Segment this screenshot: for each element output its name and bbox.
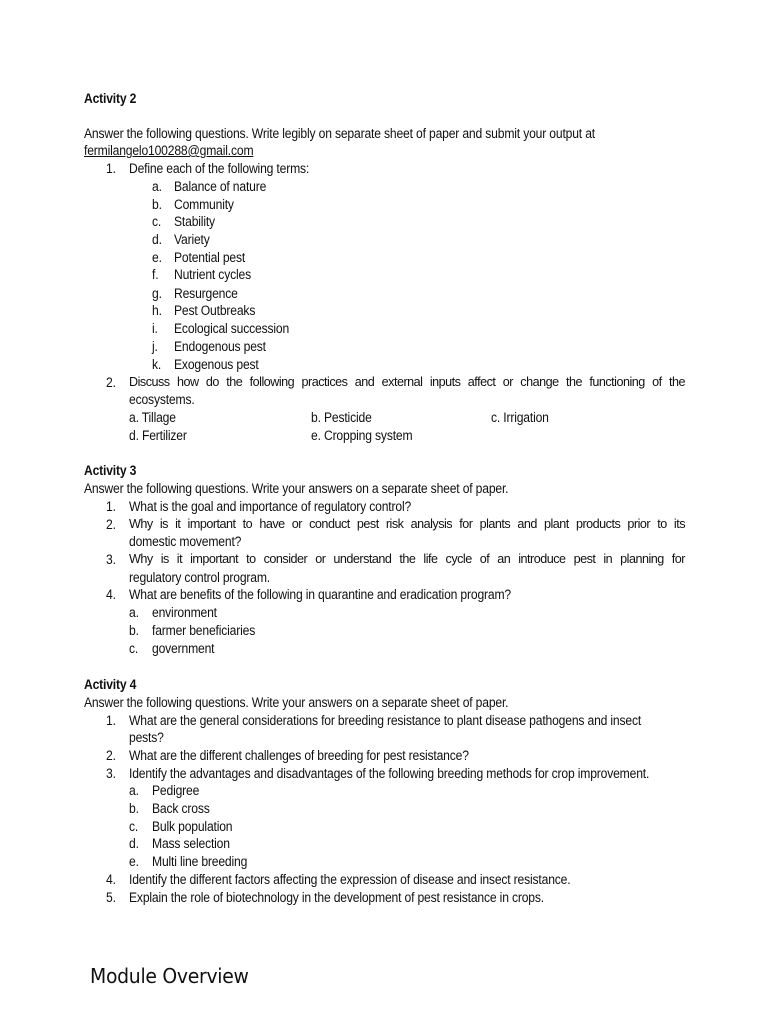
question-text-cont: ecosystems. xyxy=(129,392,195,407)
list-marker: c. xyxy=(152,214,162,229)
list-marker: b. xyxy=(152,197,162,212)
activity-4-intro: Answer the following questions. Write your answers on a separate sheet of paper. xyxy=(84,695,509,710)
option-a: a. Tillage xyxy=(129,410,176,425)
list-item: Ecological succession xyxy=(174,321,290,336)
list-item: Multi line breeding xyxy=(152,854,248,869)
q-number: 2. xyxy=(106,517,116,532)
q-number: 1. xyxy=(106,161,116,176)
question-text: What is the goal and importance of regulatory control? xyxy=(129,499,412,514)
list-item: Bulk population xyxy=(152,819,233,834)
question-text: Explain the role of biotechnology in the development of pest resistance in crops. xyxy=(129,890,544,905)
question-text-cont: domestic movement? xyxy=(129,534,242,549)
q-number: 5. xyxy=(106,890,116,905)
q-number: 2. xyxy=(106,748,116,763)
q-number: 3. xyxy=(106,766,116,781)
list-marker: f. xyxy=(152,267,159,282)
question-text: What are the general considerations for breeding resistance to plant disease pathogens and insect xyxy=(129,713,642,728)
option-b: b. Pesticide xyxy=(311,410,372,425)
list-marker: b. xyxy=(129,801,139,816)
list-item: farmer beneficiaries xyxy=(152,623,256,638)
list-marker: a. xyxy=(152,179,162,194)
list-marker: d. xyxy=(129,836,139,851)
question-text: Why is it important to consider or understand the life cycle of an introduce pest in planning for xyxy=(129,552,685,566)
question-text: Discuss how do the following practices and external inputs affect or change the functioning of the xyxy=(129,375,685,389)
module-overview-heading: Module Overview xyxy=(90,964,249,988)
list-item: Nutrient cycles xyxy=(174,267,251,282)
list-marker: c. xyxy=(129,641,139,656)
q-number: 1. xyxy=(106,713,116,728)
list-item: Back cross xyxy=(152,801,210,816)
q-number: 1. xyxy=(106,499,116,514)
list-item: Potential pest xyxy=(174,250,246,265)
list-item: Pedigree xyxy=(152,783,200,798)
activity-3-intro: Answer the following questions. Write your answers on a separate sheet of paper. xyxy=(84,481,509,496)
list-item: Variety xyxy=(174,232,210,247)
list-item: government xyxy=(152,641,215,656)
q-number: 3. xyxy=(106,552,116,567)
list-marker: e. xyxy=(129,854,139,869)
option-e: e. Cropping system xyxy=(311,428,413,443)
list-item: Endogenous pest xyxy=(174,339,266,354)
list-marker: a. xyxy=(129,783,139,798)
list-item: Exogenous pest xyxy=(174,357,259,372)
activity-4-heading: Activity 4 xyxy=(84,677,137,692)
list-marker: b. xyxy=(129,623,139,638)
question-text: Identify the advantages and disadvantages of the following breeding methods for crop improvement. xyxy=(129,766,650,781)
list-marker: e. xyxy=(152,250,162,265)
list-marker: a. xyxy=(129,605,139,620)
q-number: 2. xyxy=(106,375,116,390)
activity-2-intro: Answer the following questions. Write legibly on separate sheet of paper and submit your output at xyxy=(84,126,595,141)
list-marker: k. xyxy=(152,357,162,372)
list-marker: h. xyxy=(152,303,162,318)
list-marker: g. xyxy=(152,286,162,301)
list-item: Balance of nature xyxy=(174,179,267,194)
list-marker: c. xyxy=(129,819,139,834)
question-text-cont: pests? xyxy=(129,730,164,745)
activity-3-heading: Activity 3 xyxy=(84,463,137,478)
question-text: What are the different challenges of breeding for pest resistance? xyxy=(129,748,469,763)
email-link[interactable]: fermilangelo100288@gmail.com xyxy=(84,143,254,158)
list-marker: d. xyxy=(152,232,162,247)
option-c: c. Irrigation xyxy=(491,410,549,425)
list-item: Stability xyxy=(174,214,215,229)
list-item: Mass selection xyxy=(152,836,230,851)
activity-2-heading: Activity 2 xyxy=(84,91,137,106)
question-text: Identify the different factors affecting the expression of disease and insect resistance. xyxy=(129,872,571,887)
list-item: Resurgence xyxy=(174,286,238,301)
q-number: 4. xyxy=(106,587,116,602)
question-text-cont: regulatory control program. xyxy=(129,570,271,585)
option-d: d. Fertilizer xyxy=(129,428,187,443)
list-item: Pest Outbreaks xyxy=(174,303,256,318)
question-text: Why is it important to have or conduct pest risk analysis for plants and plant products prior to its xyxy=(129,517,685,531)
question-text: Define each of the following terms: xyxy=(129,161,310,176)
list-item: Community xyxy=(174,197,234,212)
question-text: What are benefits of the following in quarantine and eradication program? xyxy=(129,587,511,602)
q-number: 4. xyxy=(106,872,116,887)
list-item: environment xyxy=(152,605,217,620)
list-marker: i. xyxy=(152,321,158,336)
list-marker: j. xyxy=(152,339,158,354)
